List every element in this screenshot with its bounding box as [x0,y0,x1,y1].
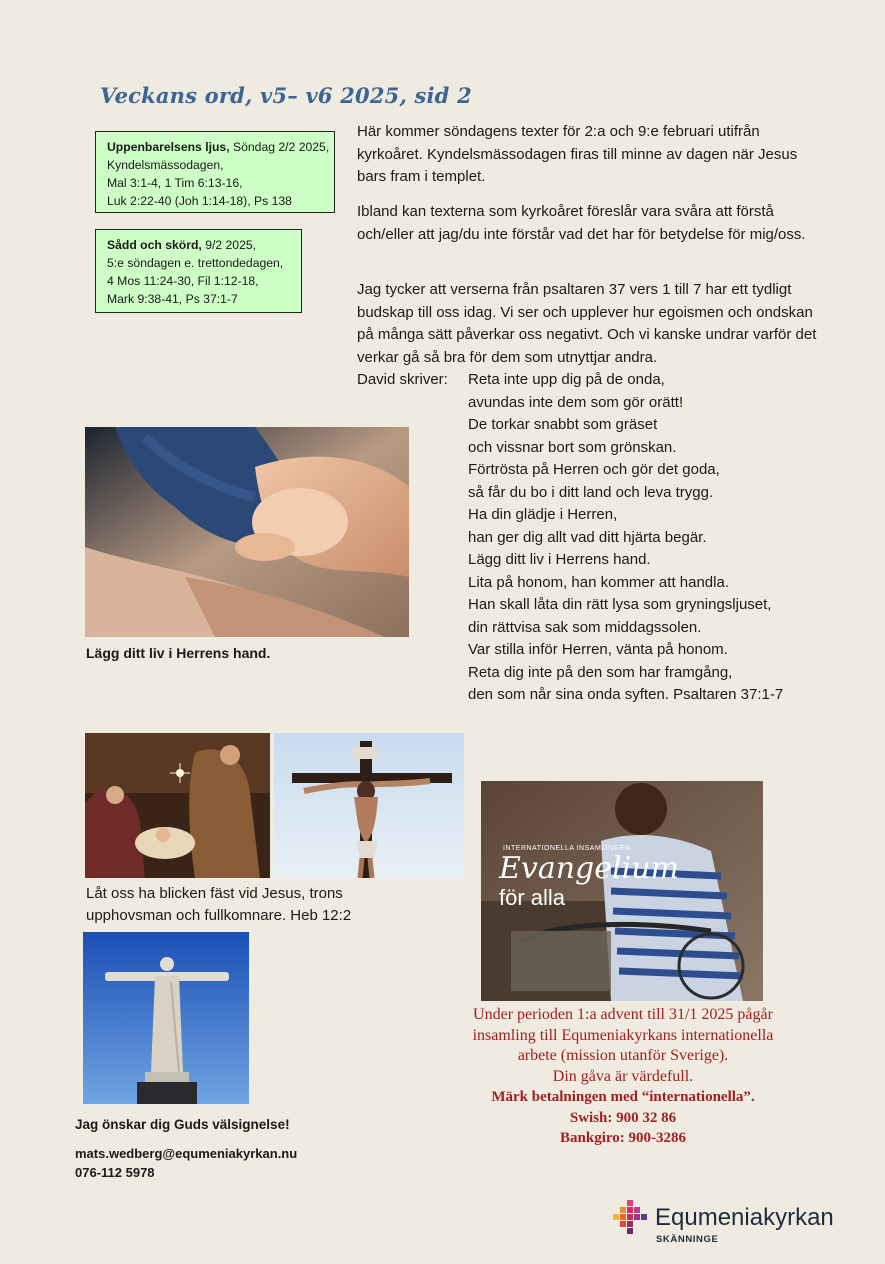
sunday-2-name: Sådd och skörd, [107,238,202,252]
poem-line: så får du bo i ditt land och leva trygg. [468,483,714,501]
intro-paragraph-1: Här kommer söndagens texter för 2:a och 9:e februari utifrån kyrkoåret. Kyndelsmässodagen firas till minne av dagen när Jesus bars fram i templet. [357,123,798,185]
sunday-2-texts-a: 4 Mos 11:24-30, Fil 1:12-18, [107,274,259,288]
poem-line: Ha din glädje i Herren, [468,506,618,523]
poem-line: Var stilla inför Herren, vänta på honom. [468,641,728,658]
bankgiro-number: Bankgiro: 900-3286 [560,1130,686,1146]
sunday-box-1 [95,131,335,213]
evangelium-poster [481,781,763,1001]
poster-small-text: INTERNATIONELLA INSAMLINGEN [503,845,631,852]
logo-name: Equmeniakyrkan [655,1204,834,1231]
christ-redeemer-photo [83,932,249,1104]
sunday-1-day: Kyndelsmässodagen, [107,158,224,172]
collection-info [430,1005,816,1149]
poem-line: avundas inte dem som gör orätt! [468,393,684,411]
sunday-2-texts-b: Mark 9:38-41, Ps 37:1-7 [107,292,238,306]
equmeniakyrkan-logo [613,1198,863,1248]
poem-line: din rättvisa sak som middagssolen. [468,618,702,636]
collection-line-3: arbete (mission utanför Sverige). [517,1047,729,1064]
crucifix-photo [274,733,464,878]
contact-phone: 076-112 5978 [75,1165,155,1180]
poster-subtitle: för alla [499,885,566,910]
jesus-caption [86,883,351,927]
intro-paragraph-2: Ibland kan texterna som kyrkoåret föreslår vara svåra att förstå och/eller att jag/du inte förstår vad det har för betydelse för mig/oss. [357,203,806,243]
hands-caption: Lägg ditt liv i Herrens hand. [86,645,271,661]
poster-title: Evangelium [499,851,679,886]
contact-email[interactable]: mats.wedberg@equmeniakyrkan.nu [75,1146,298,1161]
collection-line-1: Under perioden 1:a advent till 31/1 2025 pågår [473,1006,773,1023]
contact-info [75,1144,297,1182]
hands-photo [85,427,409,637]
poem-line: han ger dig allt vad ditt hjärta begär. [468,528,707,546]
david-label: David skriver: [357,371,448,388]
sunday-box-2 [95,229,302,313]
poem-line: De torkar snabbt som gräset [468,416,658,433]
jesus-caption-line-1: Låt oss ha blicken fäst vid Jesus, trons [86,885,343,902]
logo-cross-icon [613,1200,651,1238]
collection-line-2: insamling till Equmeniakyrkans internationella [472,1026,774,1044]
poem-line: den som når sina onda syften. Psaltaren 37:1-7 [468,686,784,703]
nativity-photo [85,733,270,878]
jesus-caption-line-2: upphovsman och fullkomnare. Heb 12:2 [86,907,352,924]
logo-subtitle: SKÄNNINGE [656,1234,719,1245]
poem-line: Reta dig inte på den som har framgång, [468,663,733,681]
sunday-2-date: 9/2 2025, [201,238,257,252]
psalm-poem [468,369,783,707]
poem-line: och vissnar bort som grönskan. [468,438,677,456]
sunday-1-texts-a: Mal 3:1-4, 1 Tim 6:13-16, [107,176,243,190]
sunday-1-name: Uppenbarelsens ljus, [107,140,230,154]
sunday-2-day: 5:e söndagen e. trettondedagen, [107,256,284,270]
poem-line: Förtrösta på Herren och gör det goda, [468,461,720,478]
collection-line-4: Din gåva är värdefull. [552,1067,694,1085]
poem-line: Han skall låta din rätt lysa som gryningsljuset, [468,596,772,613]
sunday-1-texts-b: Luk 2:22-40 (Joh 1:14-18), Ps 138 [107,194,292,208]
blessing-caption: Jag önskar dig Guds välsignelse! [75,1117,290,1132]
poem-line: Reta inte upp dig på de onda, [468,371,665,388]
page-title: Veckans ord, v5– v6 2025, sid 2 [100,83,472,108]
intro-paragraph-3: Jag tycker att verserna från psaltaren 37 vers 1 till 7 har ett tydligt budskap till oss idag. Vi ser och upplever hur egoismen och ondskan på många sätt påverkar oss negativt. Och vi kanske undrar varför det verkar gå så bra för dem som utnyttjar andra. [357,281,817,366]
payment-note: Märk betalningen med “internationella”. [491,1089,755,1105]
poem-line: Lägg ditt liv i Herrens hand. [468,551,651,568]
swish-number: Swish: 900 32 86 [569,1109,677,1126]
poem-line: Lita på honom, han kommer att handla. [468,573,729,591]
sunday-1-date: Söndag 2/2 2025, [229,140,330,154]
